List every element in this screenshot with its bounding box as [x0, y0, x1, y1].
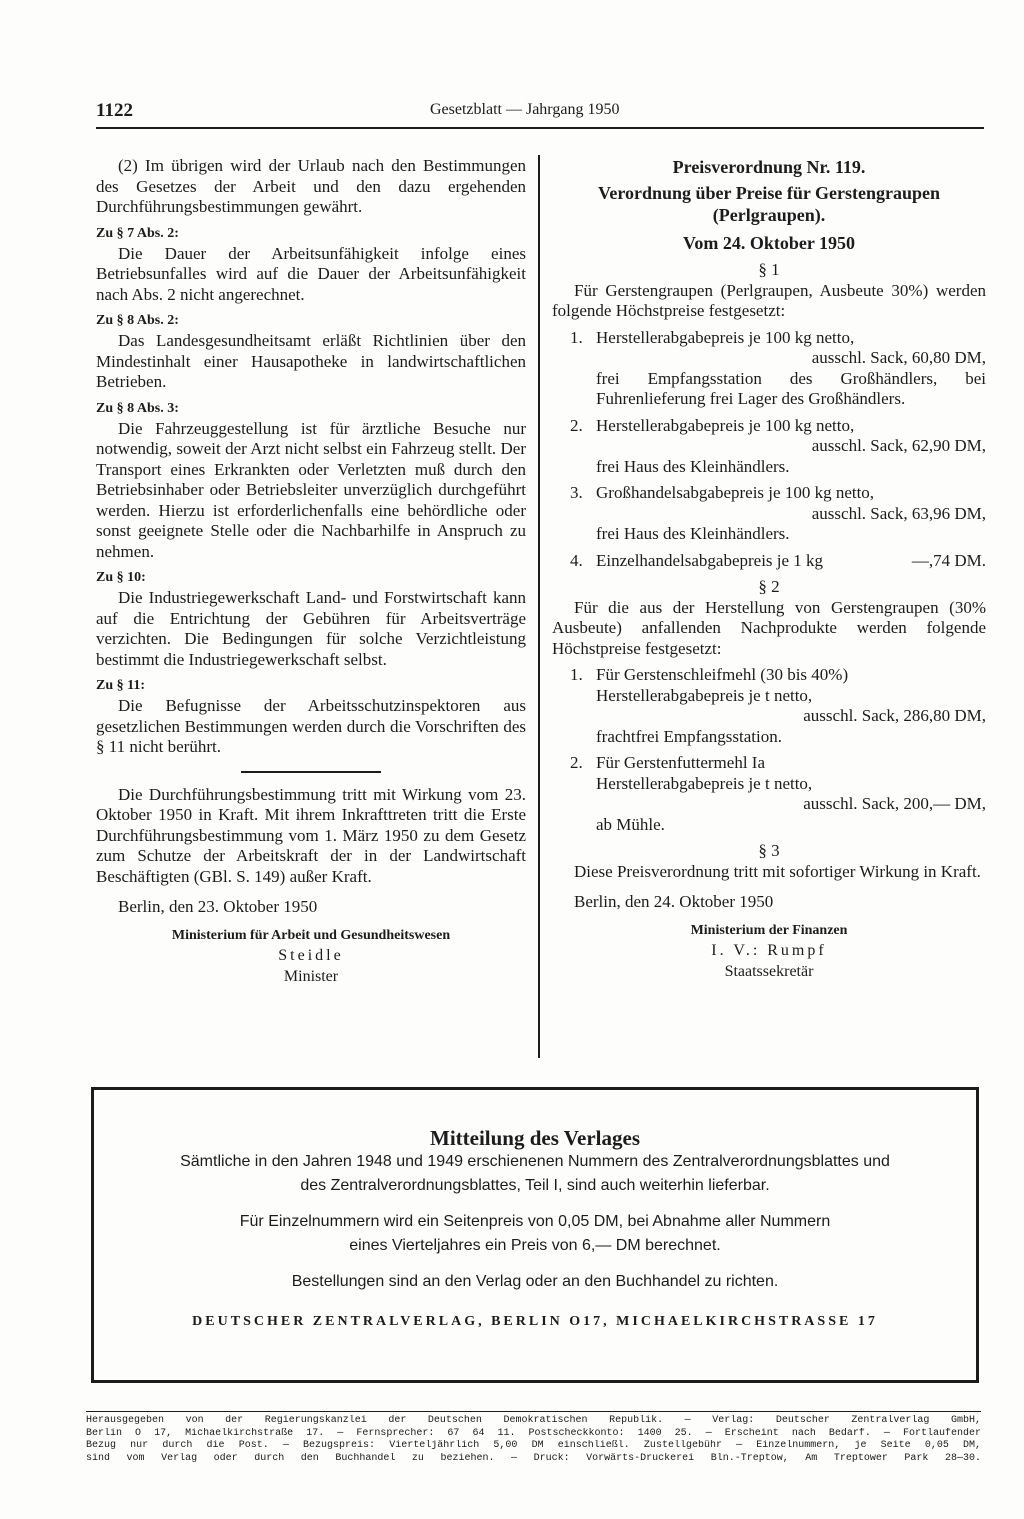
item-text: Herstellerabgabepreis je 100 kg netto, — [596, 327, 855, 347]
notice-title: Mitteilung des Verlages — [430, 1126, 640, 1150]
decree-number: Preisverordnung Nr. 119. — [672, 157, 866, 177]
section-text: Das Landesgesundheitsamt erläßt Richtlinien über den Mindestinhalt einer Hausapotheke in landwirtschaftlichen Betrieben. — [96, 331, 526, 391]
signer-title: Staatssekretär — [724, 962, 814, 980]
ministry-name: Ministerium für Arbeit und Gesundheitswesen — [171, 927, 451, 943]
item-number: 3. — [570, 483, 583, 502]
section-text: Die Dauer der Arbeitsunfähigkeit infolge eines Betriebsunfalles wird auf die Dauer der Arbeitsunfähigkeit nach Abs. 2 nicht angerechnet. — [96, 243, 526, 304]
imprint-footer — [86, 1415, 981, 1465]
left-column — [96, 156, 526, 987]
price-item — [552, 483, 986, 545]
price-item — [552, 328, 986, 410]
paragraph-text: Diese Preisverordnung tritt mit sofortiger Wirkung in Kraft. — [574, 861, 981, 881]
decree-title: Verordnung über Preise für Gerstengraupen (Perlgraupen). — [597, 183, 940, 225]
item-text: Herstellerabgabepreis je t netto, — [596, 773, 813, 793]
section-heading: Zu § 11: — [96, 678, 146, 693]
intro-paragraph: (2) Im übrigen wird der Urlaub nach den Bestimmungen des Gesetzes der Arbeit und den dazu ergehenden Durchführungsbestimmungen gewährt. — [96, 156, 526, 216]
section-heading: Zu § 10: — [96, 570, 146, 585]
section-text: Die Fahrzeuggestellung ist für ärztliche Besuche nur notwendig, soweit der Arzt nicht selbst ein Fahrzeug stellt. Der Transport eines Erkrankten oder Verletzten muß durch den Betriebsinhaber oder Betriebsleiter unverzüglich durchgeführt werden. Hierzu ist erforderlichenfalls eine behördliche oder sonst geeignete Stelle oder die Nachbarhilfe in Anspruch zu nehmen. — [96, 418, 526, 561]
item-number: 1. — [570, 665, 583, 684]
signer-name: I. V.: Rumpf — [711, 942, 827, 959]
notice-text: des Zentralverordnungsblattes, Teil I, sind auch weiterhin lieferbar. — [300, 1177, 770, 1194]
item-terms: frei Empfangsstation des Großhändlers, bei Fuhrenlieferung frei Lager des Großhändlers. — [596, 368, 986, 408]
item-text: Herstellerabgabepreis je 100 kg netto, — [596, 415, 855, 435]
ministry-name: Ministerium der Finanzen — [690, 922, 848, 938]
price-item — [552, 416, 986, 478]
item-number: 2. — [570, 753, 583, 772]
section-heading: Zu § 8 Abs. 3: — [96, 400, 179, 416]
item-price: ausschl. Sack, 286,80 DM, — [803, 706, 986, 725]
price-item — [552, 551, 986, 572]
imprint-line: Berlin O 17, Michaelkirchstraße 17. — Fernsprecher: 67 64 11. Postscheckkonto: 1400 25. — Erscheint nach Bedarf. — Fortlaufender — [86, 1427, 981, 1439]
item-text: Einzelhandelsabgabepreis je 1 kg — [596, 550, 824, 570]
section-heading: Zu § 7 Abs. 2: — [96, 225, 179, 241]
imprint-line: Bezug nur durch die Post. — Bezugspreis: Vierteljährlich 5,00 DM einschließl. Zustellgebühr — Einzelnummern, je Seite 0,05 DM, — [86, 1440, 981, 1451]
item-terms: frachtfrei Empfangsstation. — [596, 726, 782, 746]
place-date: Berlin, den 24. Oktober 1950 — [574, 892, 774, 911]
item-terms: ab Mühle. — [596, 814, 665, 834]
paragraph-intro: Für Gerstengraupen (Perlgraupen, Ausbeute 30%) werden folgende Höchstpreise festgesetzt: — [552, 280, 986, 320]
item-number: 2. — [570, 415, 583, 435]
item-number: 4. — [570, 550, 583, 570]
closing-paragraph: Die Durchführungsbestimmung tritt mit Wirkung vom 23. Oktober 1950 in Kraft. Mit ihrem Inkrafttreten tritt die Erste Durchführungsbestimmung vom 1. März 1950 zu dem Gesetz zum Schutze der Arbeitskraft der in der Landwirtschaft Beschäftigten (GBl. S. 149) außer Kraft. — [96, 784, 526, 886]
footer-rule — [86, 1411, 981, 1412]
item-terms: frei Haus des Kleinhändlers. — [596, 524, 790, 543]
notice-text: Bestellungen sind an den Verlag oder an den Buchhandel zu richten. — [291, 1273, 779, 1290]
paragraph-intro: Für die aus der Herstellung von Gerstengraupen (30% Ausbeute) anfallenden Nachprodukte werden folgende Höchstpreise festgesetzt: — [552, 597, 986, 658]
notice-text: Sämtliche in den Jahren 1948 und 1949 erschienenen Nummern des Zentralverordnungsblattes und — [180, 1153, 890, 1170]
right-column — [552, 156, 986, 982]
item-number: 1. — [570, 327, 583, 347]
item-price: ausschl. Sack, 63,96 DM, — [811, 503, 986, 523]
imprint-line: Herausgegeben von der Regierungskanzlei der Deutschen Demokratischen Republik. — Verlag: Deutscher Zentralverlag GmbH, — [86, 1415, 981, 1426]
journal-title: Gesetzblatt — Jahrgang 1950 — [430, 101, 620, 118]
paragraph-symbol: § 3 — [758, 841, 780, 860]
item-price: —,74 DM. — [911, 550, 986, 570]
section-text: Die Befugnisse der Arbeitsschutzinspektoren aus gesetzlichen Bestimmungen werden durch die Vorschriften des § 11 nicht berührt. — [96, 696, 526, 756]
item-price: ausschl. Sack, 62,90 DM, — [811, 436, 986, 455]
item-text: Für Gerstenfuttermehl Ia — [596, 753, 765, 772]
notice-text: eines Vierteljahres ein Preis von 6,— DM berechnet. — [349, 1237, 721, 1254]
signer-title: Minister — [283, 967, 339, 985]
header-rule — [96, 127, 984, 129]
place-date: Berlin, den 23. Oktober 1950 — [118, 897, 318, 916]
notice-text: Für Einzelnummern wird ein Seitenpreis von 0,05 DM, bei Abnahme aller Nummern — [239, 1213, 831, 1230]
paragraph-symbol: § 1 — [758, 260, 780, 279]
item-text: Großhandelsabgabepreis je 100 kg netto, — [596, 483, 875, 502]
item-text: Herstellerabgabepreis je t netto, — [596, 685, 813, 705]
publisher-address: DEUTSCHER ZENTRALVERLAG, BERLIN O17, MICHAELKIRCHSTRASSE 17 — [192, 1314, 878, 1329]
page-number: 1122 — [96, 100, 133, 121]
item-price: ausschl. Sack, 60,80 DM, — [811, 348, 986, 367]
item-terms: frei Haus des Kleinhändlers. — [596, 456, 790, 476]
separator-rule — [241, 771, 381, 773]
paragraph-symbol: § 2 — [758, 577, 780, 596]
price-item — [552, 665, 986, 747]
column-divider — [538, 155, 540, 1058]
section-text: Die Industriegewerkschaft Land- und Forstwirtschaft kann auf die Entrichtung der Gebühren für Arbeitsverträge verzichten. Die Bedingungen für solche Verzichtleistung bestimmt die Industriegewerkschaft selbst. — [96, 588, 526, 669]
signer-name: Steidle — [278, 947, 344, 964]
section-heading: Zu § 8 Abs. 2: — [96, 313, 179, 328]
imprint-line: sind vom Verlag oder durch den Buchhandel zu beziehen. — Druck: Vorwärts-Druckerei Bln.-Treptow, Am Treptower Park 28—30. — [86, 1452, 981, 1464]
price-item — [552, 753, 986, 835]
publisher-notice-box — [91, 1087, 979, 1383]
item-text: Für Gerstenschleifmehl (30 bis 40%) — [596, 665, 849, 684]
item-price: ausschl. Sack, 200,— DM, — [803, 794, 986, 813]
decree-date: Vom 24. Oktober 1950 — [682, 233, 855, 253]
